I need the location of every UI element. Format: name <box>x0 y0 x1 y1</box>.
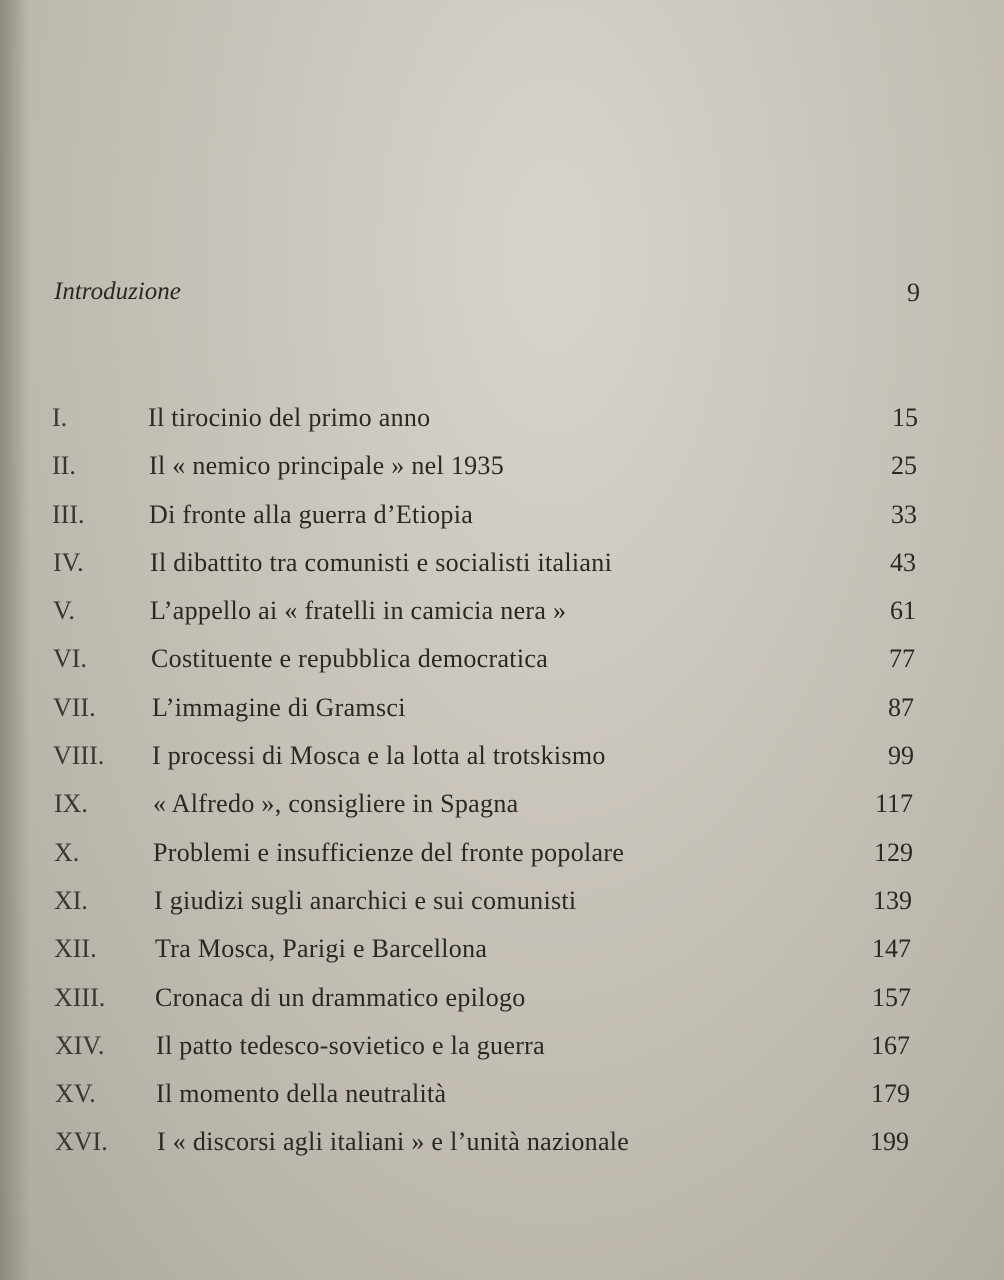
chapter-number: XII. <box>54 934 97 964</box>
entry-title: Introduzione <box>54 278 181 305</box>
chapter-title: Cronaca di un drammatico epilogo <box>155 982 526 1012</box>
chapter-title: I processi di Mosca e la lotta al trotskismo <box>152 741 606 771</box>
chapter-page: 77 <box>889 644 915 674</box>
chapter-number: XIV. <box>55 1030 105 1060</box>
chapter-page: 179 <box>871 1079 910 1109</box>
toc-entry <box>52 738 918 786</box>
toc-entry <box>52 641 918 689</box>
chapter-title: Di fronte alla guerra d’Etiopia <box>149 499 474 529</box>
chapter-page: 61 <box>890 596 916 626</box>
chapter-page: 25 <box>891 451 917 481</box>
toc-entry <box>52 593 918 641</box>
chapter-page: 139 <box>873 885 912 915</box>
toc-entry <box>52 835 918 883</box>
chapter-number: VI. <box>53 644 87 674</box>
chapter-number: V. <box>53 596 75 626</box>
chapter-number: VIII. <box>53 741 105 771</box>
chapter-page: 43 <box>890 547 916 577</box>
chapter-title: Costituente e repubblica democratica <box>151 644 549 674</box>
chapter-title: Problemi e insufficienze del fronte popolare <box>153 837 625 867</box>
chapter-title: L’immagine di Gramsci <box>152 692 406 722</box>
chapter-page: 99 <box>888 741 914 771</box>
toc-entry <box>52 448 918 496</box>
table-of-contents <box>52 400 918 1173</box>
chapter-page: 117 <box>874 789 913 819</box>
toc-entry <box>52 1076 918 1124</box>
chapter-title: L’appello ai « fratelli in camicia nera » <box>150 596 567 626</box>
chapter-title: I « discorsi agli italiani » e l’unità nazionale <box>157 1127 630 1157</box>
chapter-number: III. <box>52 499 85 529</box>
toc-entry <box>52 545 918 593</box>
toc-entry-introduction <box>54 278 920 312</box>
toc-entry <box>52 980 918 1028</box>
page-shadow-edge <box>0 0 30 1280</box>
chapter-title: Il « nemico principale » nel 1935 <box>149 451 505 481</box>
chapter-title: Il tirocinio del primo anno <box>148 403 431 432</box>
chapter-page: 87 <box>888 692 914 722</box>
chapter-number: IV. <box>53 547 84 577</box>
toc-entry <box>52 883 918 931</box>
toc-entry <box>52 786 918 834</box>
chapter-page: 33 <box>891 499 917 529</box>
chapter-number: II. <box>52 451 76 481</box>
chapter-number: IX. <box>54 789 88 819</box>
chapter-number: XV. <box>55 1079 96 1109</box>
chapter-title: Tra Mosca, Parigi e Barcellona <box>155 934 488 964</box>
chapter-page: 147 <box>872 934 911 964</box>
toc-entry <box>52 497 918 545</box>
entry-page: 9 <box>907 278 920 307</box>
chapter-title: I giudizi sugli anarchici e sui comunisti <box>154 885 577 915</box>
chapter-page: 199 <box>870 1127 909 1157</box>
toc-entry <box>52 931 918 979</box>
chapter-page: 167 <box>871 1030 910 1060</box>
chapter-title: « Alfredo », consigliere in Spagna <box>153 789 519 819</box>
chapter-title: Il momento della neutralità <box>156 1079 447 1109</box>
toc-entry <box>52 1028 918 1076</box>
chapter-number: X. <box>54 837 80 867</box>
chapter-title: Il patto tedesco-sovietico e la guerra <box>156 1030 545 1060</box>
chapter-number: XIII. <box>54 982 106 1012</box>
chapter-page: 15 <box>892 403 918 432</box>
chapter-title: Il dibattito tra comunisti e socialisti italiani <box>150 547 613 577</box>
chapter-page: 129 <box>874 837 913 867</box>
chapter-number: XVI. <box>55 1127 108 1157</box>
chapter-number: VII. <box>53 692 96 722</box>
chapter-page: 157 <box>872 982 911 1012</box>
toc-entry <box>52 690 918 738</box>
chapter-number: XI. <box>54 885 88 915</box>
toc-entry <box>52 1124 918 1172</box>
chapter-number: I. <box>52 403 68 432</box>
toc-entry <box>52 400 918 448</box>
